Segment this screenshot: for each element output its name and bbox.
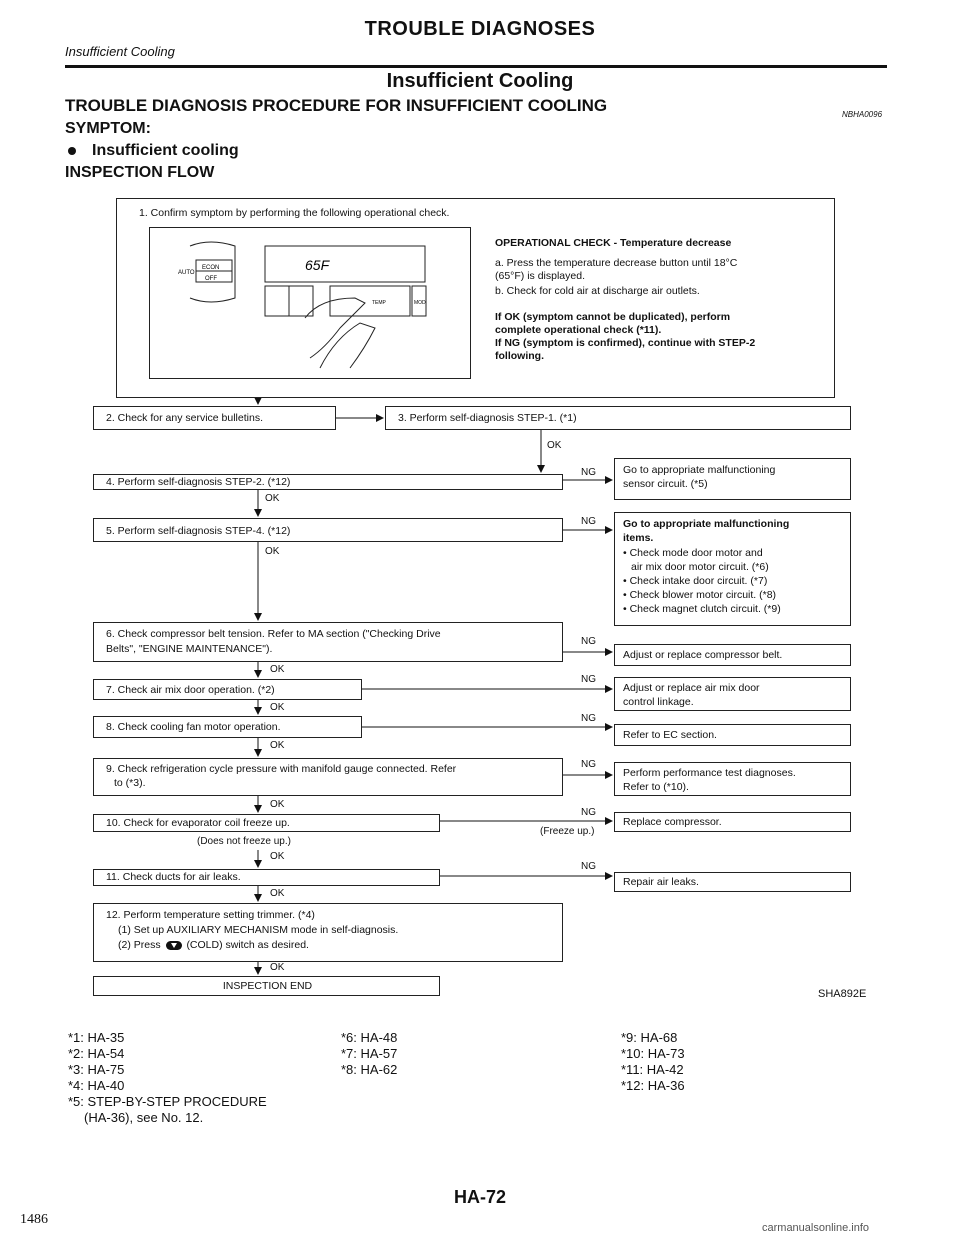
panel-bezel [190,242,235,302]
step5-box [93,518,563,542]
section-name: Insufficient Cooling [65,44,175,59]
reference-code: NBHA0096 [842,110,883,119]
footnote-6: *6: HA-48 [341,1030,398,1045]
step2-box [93,406,336,430]
r5-line5: • Check intake door circuit. (*7) [623,575,768,587]
watermark: carmanualsonline.info [762,1222,870,1234]
step4-ok-label: OK [265,493,280,504]
step11-text: 11. Check ducts for air leaks. [106,871,241,883]
op-check-a2: (65°F) is displayed. [495,270,585,282]
step1-text: 1. Confirm symptom by performing the following operational check. [139,207,450,219]
step12-line2: (1) Set up AUXILIARY MECHANISM mode in self-diagnosis. [118,924,399,936]
step7-box [93,679,362,700]
step7-ok-label: OK [270,702,285,713]
page-number: HA-72 [453,1187,506,1207]
ac-panel-drawing [150,228,470,378]
step11-ng-label: NG [581,861,596,872]
step4-box [93,474,563,490]
r5-line7: • Check magnet clutch circuit. (*9) [623,603,781,615]
step4-ng-label: NG [581,467,596,478]
r11-text: Repair air leaks. [623,876,699,888]
symptom-text: Insufficient cooling [92,142,239,159]
step6-ok-label: OK [270,664,285,675]
step5-result-box [614,512,851,626]
page-title: TROUBLE DIAGNOSES [364,18,596,40]
step12-line1: 12. Perform temperature setting trimmer. (*4) [106,909,315,921]
panel-temp-label: TEMP [372,300,386,306]
figure-code: SHA892E [818,988,867,1000]
cold-switch-icon [166,941,182,950]
step8-ng-label: NG [581,713,596,724]
panel-off-label: OFF [205,276,217,282]
step1-box [116,198,835,398]
footnote-9: *9: HA-68 [621,1030,678,1045]
step12-box [93,903,563,962]
book-page-number: 1486 [20,1212,48,1227]
step3-text: 3. Perform self-diagnosis STEP-1. (*1) [398,412,577,424]
step10-text: 10. Check for evaporator coil freeze up. [106,817,290,829]
footnote-5-cont: (HA-36), see No. 12. [84,1110,204,1125]
step5-text: 5. Perform self-diagnosis STEP-4. (*12) [106,525,291,537]
control-panel-illustration [149,227,471,379]
panel-display: 65F [305,257,330,273]
step6-line1: 6. Check compressor belt tension. Refer to MA section ("Checking Drive [106,628,441,640]
step6-box [93,622,563,662]
footnote-col2 [341,1030,397,1078]
step8-result-box [614,724,851,746]
step9-line2: to (*3). [114,777,146,789]
r10-text: Replace compressor. [623,816,722,828]
procedure-title: TROUBLE DIAGNOSIS PROCEDURE FOR INSUFFICIENT COOLING [65,96,608,115]
inspection-end-text: INSPECTION END [222,980,313,992]
step11-result-box [614,872,851,892]
step3-box [385,406,851,430]
step12-line3 [118,939,309,952]
op-check-ok2: complete operational check (*11). [495,324,662,336]
r9-line2: Refer to (*10). [623,781,689,793]
step10-ng-note: (Freeze up.) [540,826,595,837]
r5-line2: items. [623,532,654,544]
step9-ok-label: OK [270,799,285,810]
step10-ok-note: (Does not freeze up.) [197,836,291,847]
op-check-ng1: If NG (symptom is confirmed), continue with STEP-2 [495,337,756,349]
op-check-ok1: If OK (symptom cannot be duplicated), perform [495,311,731,323]
section-subtitle: Insufficient Cooling [386,70,574,92]
step10-ok-label: OK [270,851,285,862]
op-check-title: OPERATIONAL CHECK - Temperature decrease [495,237,732,249]
footnote-4: *4: HA-40 [68,1078,125,1093]
footnote-11: *11: HA-42 [621,1062,684,1077]
panel-auto-label: AUTO [178,270,195,276]
r9-line1: Perform performance test diagnoses. [623,767,796,779]
step6-ng-label: NG [581,636,596,647]
r4-line2: sensor circuit. (*5) [623,478,708,490]
step5-ng-label: NG [581,516,596,527]
step11-box [93,869,440,886]
r7-line2: control linkage. [623,696,694,708]
step6-line2: Belts", "ENGINE MAINTENANCE"). [106,643,273,655]
footnote-col3 [621,1030,685,1094]
step9-ng-label: NG [581,759,596,770]
footnote-5: *5: STEP-BY-STEP PROCEDURE [68,1094,267,1109]
footnote-10: *10: HA-73 [621,1046,685,1061]
step7-result-box [614,677,851,711]
step12-ok-label: OK [270,962,285,973]
step9-box [93,758,563,796]
step7-ng-label: NG [581,674,596,685]
r5-line3: • Check mode door motor and [623,547,763,559]
r5-line6: • Check blower motor circuit. (*8) [623,589,777,601]
step9-line1: 9. Check refrigeration cycle pressure with manifold gauge connected. Refer [106,763,457,775]
footnote-12: *12: HA-36 [621,1078,685,1093]
r4-line1: Go to appropriate malfunctioning [623,464,776,476]
inspection-flow-label: INSPECTION FLOW [65,164,215,181]
step6-result-box [614,644,851,666]
step12-press-text: (2) Press [118,939,161,951]
step4-result-box [614,458,851,500]
op-check-ng2: following. [495,350,544,362]
r8-text: Refer to EC section. [623,729,717,741]
step5-ok-label: OK [265,546,280,557]
r5-line4: air mix door motor circuit. (*6) [631,561,769,573]
r6-text: Adjust or replace compressor belt. [623,649,783,661]
footnote-1: *1: HA-35 [68,1030,125,1045]
step12-cold-text: (COLD) switch as desired. [186,939,309,951]
step10-box [93,814,440,832]
footnote-3: *3: HA-75 [68,1062,125,1077]
step11-ok-label: OK [270,888,285,899]
panel-econ-label: ECON [202,265,220,271]
inspection-end-box [93,976,440,996]
step9-result-box [614,762,851,796]
panel-mode-label: MOD [414,300,426,306]
step8-text: 8. Check cooling fan motor operation. [106,721,281,733]
op-check-a1: a. Press the temperature decrease button until 18°C [495,257,738,269]
step7-text: 7. Check air mix door operation. (*2) [106,684,275,696]
step3-ok-label: OK [547,440,562,451]
step4-text: 4. Perform self-diagnosis STEP-2. (*12) [106,476,291,488]
step2-text: 2. Check for any service bulletins. [106,412,263,424]
footnote-2: *2: HA-54 [68,1046,125,1061]
footnote-col1 [68,1030,267,1126]
r7-line1: Adjust or replace air mix door [623,682,760,694]
footnote-8: *8: HA-62 [341,1062,398,1077]
symptom-label: SYMPTOM: [65,120,151,137]
r5-line1: Go to appropriate malfunctioning [623,518,790,530]
step10-result-box [614,812,851,832]
footnote-7: *7: HA-57 [341,1046,398,1061]
step8-box [93,716,362,738]
op-check-b: b. Check for cold air at discharge air outlets. [495,285,700,297]
step8-ok-label: OK [270,740,285,751]
step10-ng-label: NG [581,807,596,818]
